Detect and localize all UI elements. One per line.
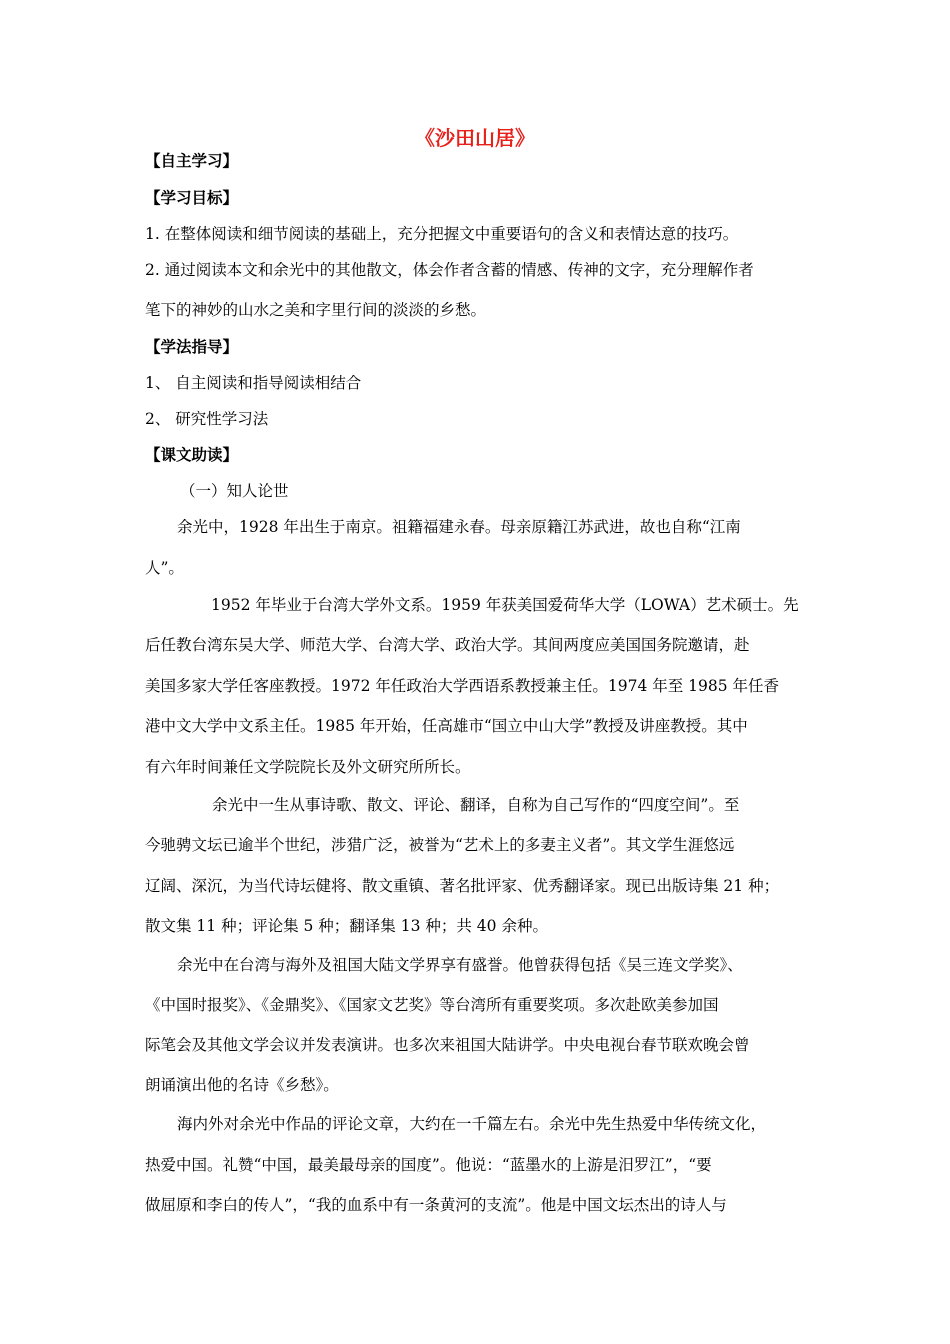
heading-self-study: 【自主学习】 — [145, 151, 239, 170]
paragraph-1-line-2: 人”。 — [145, 559, 184, 577]
paragraph-5-line-3: 做屈原和李白的传人”，“我的血系中有一条黄河的支流”。他是中国文坛杰出的诗人与 — [145, 1196, 727, 1214]
paragraph-2-line-2: 后任教台湾东吴大学、师范大学、台湾大学、政治大学。其间两度应美国国务院邀请，赴 — [145, 636, 750, 654]
paragraph-4-line-2: 《中国时报奖》、《金鼎奖》、《国家文艺奖》等台湾所有重要奖项。多次赴欧美参加国 — [145, 996, 719, 1014]
paragraph-3-line-3: 辽阔、深沉，为当代诗坛健将、散文重镇、著名批评家、优秀翻译家。现已出版诗集 21 种； — [145, 877, 780, 895]
paragraph-1-line-1: 余光中，1928 年出生于南京。祖籍福建永春。母亲原籍江苏武进，故也自称“江南 — [177, 518, 741, 536]
goal-2-line-2: 笔下的神妙的山水之美和字里行间的淡淡的乡愁。 — [145, 301, 487, 319]
paragraph-3-line-4: 散文集 11 种；评论集 5 种；翻译集 13 种；共 40 余种。 — [145, 917, 548, 935]
goal-1: 1. 在整体阅读和细节阅读的基础上，充分把握文中重要语句的含义和表情达意的技巧。 — [145, 225, 739, 243]
paragraph-4-line-4: 朗诵演出他的名诗《乡愁》。 — [145, 1076, 339, 1094]
document-title: 《沙田山居》 — [415, 126, 535, 150]
heading-method: 【学法指导】 — [145, 337, 239, 356]
paragraph-4-line-1: 余光中在台湾与海外及祖国大陆文学界享有盛誉。他曾获得包括《吴三连文学奖》、 — [177, 956, 743, 974]
paragraph-2-line-5: 有六年时间兼任文学院院长及外文研究所所长。 — [145, 758, 471, 776]
heading-goals: 【学习目标】 — [145, 188, 239, 207]
method-1: 1、 自主阅读和指导阅读相结合 — [145, 374, 362, 392]
paragraph-3-line-1: 余光中一生从事诗歌、散文、评论、翻译，自称为自己写作的“四度空间”。至 — [212, 796, 740, 814]
paragraph-3-line-2: 今驰骋文坛已逾半个世纪，涉猎广泛，被誉为“艺术上的多妻主义者”。其文学生涯悠远 — [145, 836, 735, 854]
paragraph-5-line-2: 热爱中国。礼赞“中国，最美最母亲的国度”。他说：“蓝墨水的上游是汨罗江”，“要 — [145, 1156, 712, 1174]
paragraph-4-line-3: 际笔会及其他文学会议并发表演讲。也多次来祖国大陆讲学。中央电视台春节联欢晚会曾 — [145, 1036, 750, 1054]
heading-reading-aid: 【课文助读】 — [145, 445, 239, 464]
paragraph-2-line-3: 美国多家大学任客座教授。1972 年任政治大学西语系教授兼主任。1974 年至 1985 年任香 — [145, 677, 780, 695]
method-2: 2、 研究性学习法 — [145, 410, 269, 428]
section-heading: （一）知人论世 — [180, 482, 289, 500]
paragraph-5-line-1: 海内外对余光中作品的评论文章，大约在一千篇左右。余光中先生热爱中华传统文化， — [177, 1115, 767, 1133]
paragraph-2-line-4: 港中文大学中文系主任。1985 年开始，任高雄市“国立中山大学”教授及讲座教授。其中 — [145, 717, 748, 735]
goal-2-line-1: 2. 通过阅读本文和余光中的其他散文，体会作者含蓄的情感、传神的文字，充分理解作者 — [145, 261, 754, 279]
paragraph-2-line-1: 1952 年毕业于台湾大学外文系。1959 年获美国爱荷华大学（LOWA）艺术硕士。先 — [211, 596, 799, 614]
